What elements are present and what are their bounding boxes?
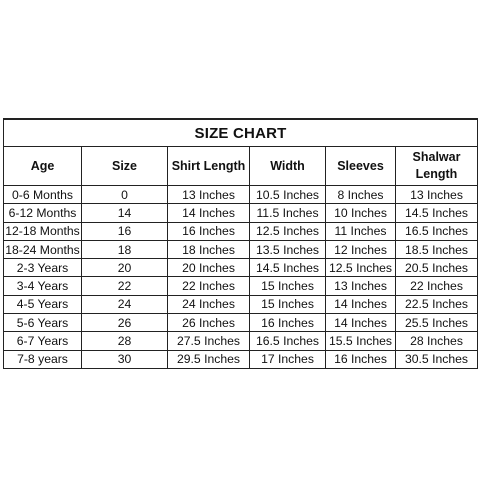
cell-shalwar-length: 22.5 Inches bbox=[396, 295, 478, 313]
cell-shalwar-length: 14.5 Inches bbox=[396, 204, 478, 222]
cell-shirt-length: 16 Inches bbox=[168, 222, 250, 240]
cell-width: 11.5 Inches bbox=[250, 204, 326, 222]
table-row bbox=[4, 295, 478, 313]
table-row bbox=[4, 314, 478, 332]
cell-width: 15 Inches bbox=[250, 277, 326, 295]
cell-size: 20 bbox=[82, 259, 168, 277]
cell-size: 28 bbox=[82, 332, 168, 350]
cell-size: 18 bbox=[82, 240, 168, 258]
cell-shalwar-length: 18.5 Inches bbox=[396, 240, 478, 258]
cell-sleeves: 12.5 Inches bbox=[326, 259, 396, 277]
cell-sleeves: 8 Inches bbox=[326, 186, 396, 204]
cell-shirt-length: 20 Inches bbox=[168, 259, 250, 277]
cell-sleeves: 13 Inches bbox=[326, 277, 396, 295]
cell-width: 13.5 Inches bbox=[250, 240, 326, 258]
cell-shirt-length: 13 Inches bbox=[168, 186, 250, 204]
cell-width: 12.5 Inches bbox=[250, 222, 326, 240]
cell-shirt-length: 24 Inches bbox=[168, 295, 250, 313]
cell-age: 12-18 Months bbox=[4, 222, 82, 240]
table-row bbox=[4, 259, 478, 277]
table-row bbox=[4, 186, 478, 204]
cell-age: 6-12 Months bbox=[4, 204, 82, 222]
table-row bbox=[4, 240, 478, 258]
cell-shalwar-length: 28 Inches bbox=[396, 332, 478, 350]
cell-size: 30 bbox=[82, 350, 168, 368]
cell-sleeves: 10 Inches bbox=[326, 204, 396, 222]
cell-sleeves: 14 Inches bbox=[326, 295, 396, 313]
cell-age: 2-3 Years bbox=[4, 259, 82, 277]
cell-size: 16 bbox=[82, 222, 168, 240]
header-sleeves: Sleeves bbox=[326, 147, 396, 186]
cell-width: 15 Inches bbox=[250, 295, 326, 313]
table-row bbox=[4, 277, 478, 295]
table-row bbox=[4, 350, 478, 368]
cell-age: 18-24 Months bbox=[4, 240, 82, 258]
cell-sleeves: 11 Inches bbox=[326, 222, 396, 240]
header-width: Width bbox=[250, 147, 326, 186]
chart-title: SIZE CHART bbox=[4, 119, 478, 147]
cell-shirt-length: 27.5 Inches bbox=[168, 332, 250, 350]
cell-age: 6-7 Years bbox=[4, 332, 82, 350]
cell-width: 16.5 Inches bbox=[250, 332, 326, 350]
cell-age: 5-6 Years bbox=[4, 314, 82, 332]
cell-size: 14 bbox=[82, 204, 168, 222]
cell-shalwar-length: 16.5 Inches bbox=[396, 222, 478, 240]
cell-shalwar-length: 13 Inches bbox=[396, 186, 478, 204]
cell-sleeves: 12 Inches bbox=[326, 240, 396, 258]
cell-size: 26 bbox=[82, 314, 168, 332]
title-row bbox=[4, 119, 478, 147]
size-chart bbox=[3, 118, 477, 369]
cell-shalwar-length: 20.5 Inches bbox=[396, 259, 478, 277]
cell-size: 0 bbox=[82, 186, 168, 204]
cell-shalwar-length: 25.5 Inches bbox=[396, 314, 478, 332]
table-body bbox=[4, 186, 478, 369]
cell-shirt-length: 26 Inches bbox=[168, 314, 250, 332]
header-shirt-length: Shirt Length bbox=[168, 147, 250, 186]
cell-width: 17 Inches bbox=[250, 350, 326, 368]
header-size: Size bbox=[82, 147, 168, 186]
table-row bbox=[4, 204, 478, 222]
header-row bbox=[4, 147, 478, 186]
cell-age: 7-8 years bbox=[4, 350, 82, 368]
cell-sleeves: 14 Inches bbox=[326, 314, 396, 332]
cell-shirt-length: 22 Inches bbox=[168, 277, 250, 295]
size-chart-table bbox=[3, 118, 478, 369]
cell-size: 24 bbox=[82, 295, 168, 313]
cell-shirt-length: 29.5 Inches bbox=[168, 350, 250, 368]
cell-age: 0-6 Months bbox=[4, 186, 82, 204]
cell-shirt-length: 18 Inches bbox=[168, 240, 250, 258]
cell-size: 22 bbox=[82, 277, 168, 295]
cell-shalwar-length: 22 Inches bbox=[396, 277, 478, 295]
cell-sleeves: 16 Inches bbox=[326, 350, 396, 368]
table-row bbox=[4, 332, 478, 350]
cell-width: 14.5 Inches bbox=[250, 259, 326, 277]
header-age: Age bbox=[4, 147, 82, 186]
cell-shirt-length: 14 Inches bbox=[168, 204, 250, 222]
cell-width: 16 Inches bbox=[250, 314, 326, 332]
cell-width: 10.5 Inches bbox=[250, 186, 326, 204]
header-shalwar-length: Shalwar Length bbox=[396, 147, 478, 186]
cell-sleeves: 15.5 Inches bbox=[326, 332, 396, 350]
cell-age: 4-5 Years bbox=[4, 295, 82, 313]
cell-age: 3-4 Years bbox=[4, 277, 82, 295]
cell-shalwar-length: 30.5 Inches bbox=[396, 350, 478, 368]
table-row bbox=[4, 222, 478, 240]
